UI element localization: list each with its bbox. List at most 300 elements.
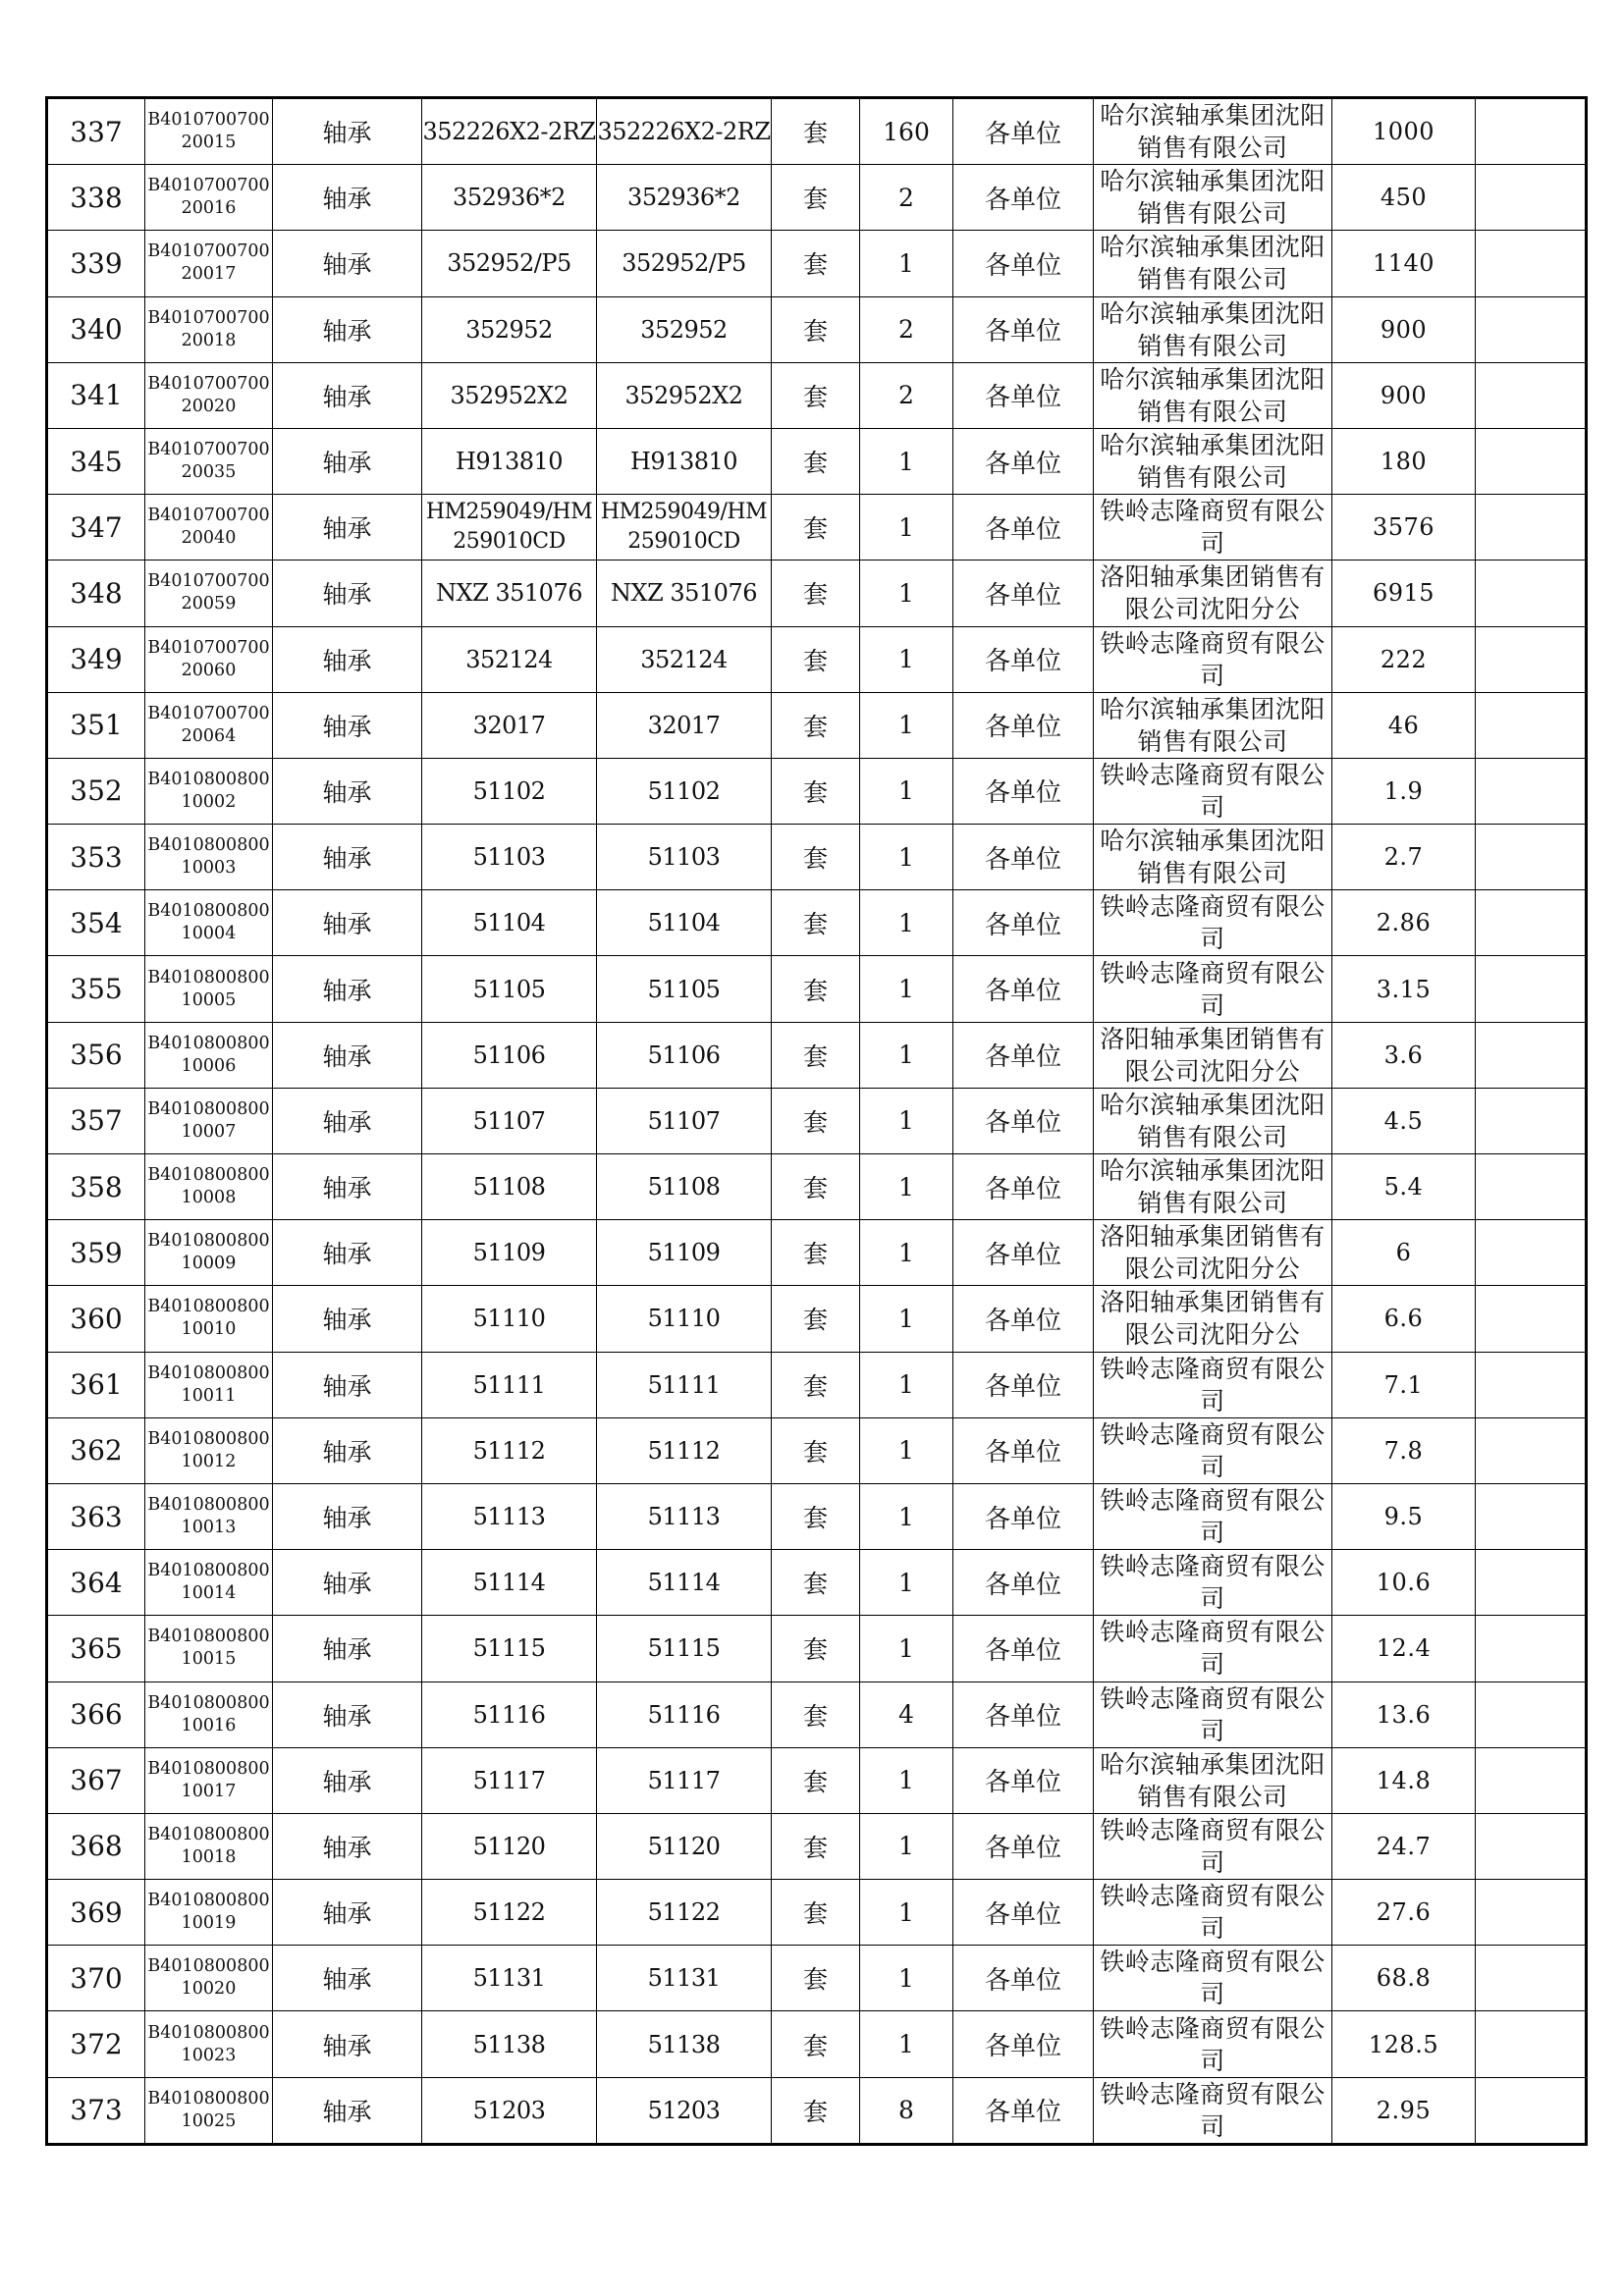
unit-cell: 套 xyxy=(772,1154,860,1220)
material-code-cell: B401080080010015 xyxy=(145,1616,273,1682)
quantity-cell: 1 xyxy=(860,1022,953,1088)
remark-cell xyxy=(1476,1616,1587,1682)
supplier-cell: 铁岭志隆商贸有限公司 xyxy=(1094,890,1332,956)
unit-cell: 套 xyxy=(772,626,860,692)
model-cell: HM259049/HM259010CD xyxy=(597,495,772,561)
quantity-cell: 1 xyxy=(860,1088,953,1153)
table-row xyxy=(47,1022,1587,1088)
unit-cell: 套 xyxy=(772,1682,860,1747)
table-body xyxy=(47,98,1587,2145)
material-name-cell: 轴承 xyxy=(273,495,422,561)
quantity-cell: 8 xyxy=(860,2077,953,2144)
department-cell: 各单位 xyxy=(953,1880,1094,1946)
model-cell: 51102 xyxy=(597,758,772,824)
table-row xyxy=(47,1417,1587,1483)
supplier-cell: 哈尔滨轴承集团沈阳销售有限公司 xyxy=(1094,1088,1332,1153)
remark-cell xyxy=(1476,495,1587,561)
quantity-cell: 1 xyxy=(860,1352,953,1417)
spec-cell: H913810 xyxy=(422,428,597,494)
spec-cell: 352952/P5 xyxy=(422,231,597,296)
remark-cell xyxy=(1476,1880,1587,1946)
model-cell: 51105 xyxy=(597,956,772,1022)
quantity-cell: 2 xyxy=(860,296,953,362)
unit-cell: 套 xyxy=(772,1022,860,1088)
price-cell: 450 xyxy=(1332,165,1476,231)
spec-cell: 51102 xyxy=(422,758,597,824)
unit-cell: 套 xyxy=(772,2011,860,2077)
material-name-cell: 轴承 xyxy=(273,1880,422,1946)
spec-cell: 51122 xyxy=(422,1880,597,1946)
quantity-cell: 1 xyxy=(860,1813,953,1879)
model-cell: 51114 xyxy=(597,1550,772,1616)
row-number-cell: 359 xyxy=(47,1220,145,1286)
department-cell: 各单位 xyxy=(953,1747,1094,1813)
department-cell: 各单位 xyxy=(953,2077,1094,2144)
spec-cell: 51111 xyxy=(422,1352,597,1417)
department-cell: 各单位 xyxy=(953,1616,1094,1682)
material-name-cell: 轴承 xyxy=(273,2011,422,2077)
remark-cell xyxy=(1476,428,1587,494)
table-row xyxy=(47,626,1587,692)
material-name-cell: 轴承 xyxy=(273,956,422,1022)
table-row xyxy=(47,428,1587,494)
supplier-cell: 哈尔滨轴承集团沈阳销售有限公司 xyxy=(1094,428,1332,494)
department-cell: 各单位 xyxy=(953,362,1094,428)
unit-cell: 套 xyxy=(772,495,860,561)
row-number-cell: 339 xyxy=(47,231,145,296)
department-cell: 各单位 xyxy=(953,2011,1094,2077)
supplier-cell: 哈尔滨轴承集团沈阳销售有限公司 xyxy=(1094,362,1332,428)
department-cell: 各单位 xyxy=(953,231,1094,296)
model-cell: 51115 xyxy=(597,1616,772,1682)
unit-cell: 套 xyxy=(772,825,860,890)
remark-cell xyxy=(1476,165,1587,231)
supplier-cell: 哈尔滨轴承集团沈阳销售有限公司 xyxy=(1094,692,1332,758)
supplier-cell: 哈尔滨轴承集团沈阳销售有限公司 xyxy=(1094,296,1332,362)
spec-cell: 51106 xyxy=(422,1022,597,1088)
row-number-cell: 361 xyxy=(47,1352,145,1417)
material-code-cell: B401080080010014 xyxy=(145,1550,273,1616)
department-cell: 各单位 xyxy=(953,1946,1094,2011)
remark-cell xyxy=(1476,890,1587,956)
quantity-cell: 1 xyxy=(860,758,953,824)
unit-cell: 套 xyxy=(772,428,860,494)
price-cell: 6.6 xyxy=(1332,1286,1476,1352)
quantity-cell: 1 xyxy=(860,1616,953,1682)
material-code-cell: B401080080010023 xyxy=(145,2011,273,2077)
supplier-cell: 哈尔滨轴承集团沈阳销售有限公司 xyxy=(1094,165,1332,231)
quantity-cell: 2 xyxy=(860,362,953,428)
supplier-cell: 铁岭志隆商贸有限公司 xyxy=(1094,626,1332,692)
unit-cell: 套 xyxy=(772,1483,860,1549)
row-number-cell: 363 xyxy=(47,1483,145,1549)
row-number-cell: 373 xyxy=(47,2077,145,2144)
supplier-cell: 铁岭志隆商贸有限公司 xyxy=(1094,1417,1332,1483)
remark-cell xyxy=(1476,2011,1587,2077)
quantity-cell: 1 xyxy=(860,1154,953,1220)
material-name-cell: 轴承 xyxy=(273,561,422,626)
quantity-cell: 1 xyxy=(860,1286,953,1352)
table-row xyxy=(47,956,1587,1022)
table-row xyxy=(47,2077,1587,2144)
model-cell: 51113 xyxy=(597,1483,772,1549)
material-code-cell: B401070070020035 xyxy=(145,428,273,494)
table-row xyxy=(47,1154,1587,1220)
row-number-cell: 337 xyxy=(47,98,145,165)
table-row xyxy=(47,1682,1587,1747)
remark-cell xyxy=(1476,1352,1587,1417)
model-cell: 352936*2 xyxy=(597,165,772,231)
supplier-cell: 洛阳轴承集团销售有限公司沈阳分公 xyxy=(1094,1022,1332,1088)
model-cell: 51104 xyxy=(597,890,772,956)
supplier-cell: 铁岭志隆商贸有限公司 xyxy=(1094,1813,1332,1879)
spec-cell: 352952X2 xyxy=(422,362,597,428)
supplier-cell: 铁岭志隆商贸有限公司 xyxy=(1094,1483,1332,1549)
supplier-cell: 铁岭志隆商贸有限公司 xyxy=(1094,758,1332,824)
unit-cell: 套 xyxy=(772,296,860,362)
supplier-cell: 洛阳轴承集团销售有限公司沈阳分公 xyxy=(1094,561,1332,626)
department-cell: 各单位 xyxy=(953,1088,1094,1153)
price-cell: 27.6 xyxy=(1332,1880,1476,1946)
model-cell: 51107 xyxy=(597,1088,772,1153)
department-cell: 各单位 xyxy=(953,758,1094,824)
material-name-cell: 轴承 xyxy=(273,1813,422,1879)
table-row xyxy=(47,1352,1587,1417)
spec-cell: 51104 xyxy=(422,890,597,956)
row-number-cell: 353 xyxy=(47,825,145,890)
row-number-cell: 369 xyxy=(47,1880,145,1946)
department-cell: 各单位 xyxy=(953,1813,1094,1879)
material-name-cell: 轴承 xyxy=(273,1747,422,1813)
unit-cell: 套 xyxy=(772,1880,860,1946)
department-cell: 各单位 xyxy=(953,1154,1094,1220)
department-cell: 各单位 xyxy=(953,1022,1094,1088)
material-name-cell: 轴承 xyxy=(273,231,422,296)
supplier-cell: 铁岭志隆商贸有限公司 xyxy=(1094,1550,1332,1616)
material-code-cell: B401080080010003 xyxy=(145,825,273,890)
remark-cell xyxy=(1476,692,1587,758)
material-name-cell: 轴承 xyxy=(273,1220,422,1286)
price-cell: 12.4 xyxy=(1332,1616,1476,1682)
department-cell: 各单位 xyxy=(953,1417,1094,1483)
price-cell: 180 xyxy=(1332,428,1476,494)
spec-cell: 51114 xyxy=(422,1550,597,1616)
row-number-cell: 338 xyxy=(47,165,145,231)
spec-cell: 51110 xyxy=(422,1286,597,1352)
material-code-cell: B401080080010019 xyxy=(145,1880,273,1946)
spec-cell: 51115 xyxy=(422,1616,597,1682)
model-cell: 51106 xyxy=(597,1022,772,1088)
supplier-cell: 铁岭志隆商贸有限公司 xyxy=(1094,1880,1332,1946)
material-name-cell: 轴承 xyxy=(273,1682,422,1747)
row-number-cell: 354 xyxy=(47,890,145,956)
material-code-cell: B401070070020015 xyxy=(145,98,273,165)
department-cell: 各单位 xyxy=(953,1682,1094,1747)
model-cell: 352952 xyxy=(597,296,772,362)
material-code-cell: B401070070020064 xyxy=(145,692,273,758)
model-cell: 51112 xyxy=(597,1417,772,1483)
supplier-cell: 哈尔滨轴承集团沈阳销售有限公司 xyxy=(1094,825,1332,890)
remark-cell xyxy=(1476,1946,1587,2011)
row-number-cell: 348 xyxy=(47,561,145,626)
quantity-cell: 1 xyxy=(860,626,953,692)
table-row xyxy=(47,1880,1587,1946)
quantity-cell: 160 xyxy=(860,98,953,165)
department-cell: 各单位 xyxy=(953,1352,1094,1417)
row-number-cell: 358 xyxy=(47,1154,145,1220)
supplier-cell: 哈尔滨轴承集团沈阳销售有限公司 xyxy=(1094,231,1332,296)
price-cell: 68.8 xyxy=(1332,1946,1476,2011)
material-code-cell: B401080080010004 xyxy=(145,890,273,956)
row-number-cell: 340 xyxy=(47,296,145,362)
price-cell: 5.4 xyxy=(1332,1154,1476,1220)
supplier-cell: 铁岭志隆商贸有限公司 xyxy=(1094,1946,1332,2011)
model-cell: 51131 xyxy=(597,1946,772,2011)
unit-cell: 套 xyxy=(772,98,860,165)
spec-cell: 352936*2 xyxy=(422,165,597,231)
department-cell: 各单位 xyxy=(953,1286,1094,1352)
table-row xyxy=(47,1616,1587,1682)
price-cell: 1000 xyxy=(1332,98,1476,165)
price-cell: 9.5 xyxy=(1332,1483,1476,1549)
material-code-cell: B401070070020060 xyxy=(145,626,273,692)
model-cell: 352124 xyxy=(597,626,772,692)
material-name-cell: 轴承 xyxy=(273,362,422,428)
model-cell: NXZ 351076 xyxy=(597,561,772,626)
remark-cell xyxy=(1476,296,1587,362)
material-code-cell: B401080080010007 xyxy=(145,1088,273,1153)
spec-cell: 51116 xyxy=(422,1682,597,1747)
spec-cell: 352226X2-2RZ xyxy=(422,98,597,165)
department-cell: 各单位 xyxy=(953,98,1094,165)
row-number-cell: 345 xyxy=(47,428,145,494)
remark-cell xyxy=(1476,1813,1587,1879)
model-cell: H913810 xyxy=(597,428,772,494)
price-cell: 1.9 xyxy=(1332,758,1476,824)
spec-cell: 51203 xyxy=(422,2077,597,2144)
row-number-cell: 349 xyxy=(47,626,145,692)
material-name-cell: 轴承 xyxy=(273,890,422,956)
department-cell: 各单位 xyxy=(953,1550,1094,1616)
table-row xyxy=(47,890,1587,956)
remark-cell xyxy=(1476,98,1587,165)
unit-cell: 套 xyxy=(772,2077,860,2144)
price-cell: 2.95 xyxy=(1332,2077,1476,2144)
remark-cell xyxy=(1476,561,1587,626)
table-row xyxy=(47,296,1587,362)
material-name-cell: 轴承 xyxy=(273,1022,422,1088)
model-cell: 51110 xyxy=(597,1286,772,1352)
quantity-cell: 1 xyxy=(860,2011,953,2077)
price-cell: 6 xyxy=(1332,1220,1476,1286)
unit-cell: 套 xyxy=(772,1088,860,1153)
material-code-cell: B401080080010006 xyxy=(145,1022,273,1088)
table-row xyxy=(47,1747,1587,1813)
price-cell: 3576 xyxy=(1332,495,1476,561)
supplier-cell: 铁岭志隆商贸有限公司 xyxy=(1094,1352,1332,1417)
row-number-cell: 366 xyxy=(47,1682,145,1747)
spec-cell: 51131 xyxy=(422,1946,597,2011)
material-name-cell: 轴承 xyxy=(273,1417,422,1483)
price-cell: 24.7 xyxy=(1332,1813,1476,1879)
table-row xyxy=(47,165,1587,231)
unit-cell: 套 xyxy=(772,758,860,824)
remark-cell xyxy=(1476,1022,1587,1088)
row-number-cell: 356 xyxy=(47,1022,145,1088)
row-number-cell: 362 xyxy=(47,1417,145,1483)
remark-cell xyxy=(1476,1550,1587,1616)
row-number-cell: 352 xyxy=(47,758,145,824)
table-row xyxy=(47,1088,1587,1153)
material-code-cell: B401080080010010 xyxy=(145,1286,273,1352)
remark-cell xyxy=(1476,1286,1587,1352)
model-cell: 32017 xyxy=(597,692,772,758)
material-name-cell: 轴承 xyxy=(273,1550,422,1616)
price-cell: 14.8 xyxy=(1332,1747,1476,1813)
supplier-cell: 哈尔滨轴承集团沈阳销售有限公司 xyxy=(1094,98,1332,165)
unit-cell: 套 xyxy=(772,561,860,626)
spec-cell: 51120 xyxy=(422,1813,597,1879)
supplier-cell: 哈尔滨轴承集团沈阳销售有限公司 xyxy=(1094,1154,1332,1220)
material-name-cell: 轴承 xyxy=(273,1352,422,1417)
model-cell: 352952X2 xyxy=(597,362,772,428)
material-code-cell: B401070070020040 xyxy=(145,495,273,561)
unit-cell: 套 xyxy=(772,956,860,1022)
material-name-cell: 轴承 xyxy=(273,165,422,231)
department-cell: 各单位 xyxy=(953,428,1094,494)
material-code-cell: B401070070020059 xyxy=(145,561,273,626)
unit-cell: 套 xyxy=(772,165,860,231)
material-code-cell: B401080080010025 xyxy=(145,2077,273,2144)
quantity-cell: 1 xyxy=(860,561,953,626)
spec-cell: 51103 xyxy=(422,825,597,890)
material-name-cell: 轴承 xyxy=(273,428,422,494)
unit-cell: 套 xyxy=(772,1747,860,1813)
price-cell: 7.1 xyxy=(1332,1352,1476,1417)
quantity-cell: 1 xyxy=(860,1483,953,1549)
remark-cell xyxy=(1476,362,1587,428)
price-cell: 6915 xyxy=(1332,561,1476,626)
material-code-cell: B401070070020017 xyxy=(145,231,273,296)
material-code-cell: B401080080010017 xyxy=(145,1747,273,1813)
table-row xyxy=(47,1483,1587,1549)
model-cell: 51103 xyxy=(597,825,772,890)
model-cell: 51116 xyxy=(597,1682,772,1747)
quantity-cell: 1 xyxy=(860,495,953,561)
material-code-cell: B401070070020016 xyxy=(145,165,273,231)
material-code-cell: B401080080010009 xyxy=(145,1220,273,1286)
spec-cell: HM259049/HM259010CD xyxy=(422,495,597,561)
row-number-cell: 372 xyxy=(47,2011,145,2077)
quantity-cell: 1 xyxy=(860,1550,953,1616)
table-row xyxy=(47,1813,1587,1879)
model-cell: 51111 xyxy=(597,1352,772,1417)
quantity-cell: 1 xyxy=(860,1417,953,1483)
remark-cell xyxy=(1476,1220,1587,1286)
unit-cell: 套 xyxy=(772,1550,860,1616)
remark-cell xyxy=(1476,1483,1587,1549)
quantity-cell: 1 xyxy=(860,1220,953,1286)
quantity-cell: 1 xyxy=(860,1747,953,1813)
department-cell: 各单位 xyxy=(953,626,1094,692)
price-cell: 1140 xyxy=(1332,231,1476,296)
model-cell: 352226X2-2RZ xyxy=(597,98,772,165)
model-cell: 51117 xyxy=(597,1747,772,1813)
unit-cell: 套 xyxy=(772,1220,860,1286)
remark-cell xyxy=(1476,1682,1587,1747)
supplier-cell: 洛阳轴承集团销售有限公司沈阳分公 xyxy=(1094,1220,1332,1286)
supplier-cell: 哈尔滨轴承集团沈阳销售有限公司 xyxy=(1094,1747,1332,1813)
bearing-price-table xyxy=(45,96,1588,2146)
quantity-cell: 1 xyxy=(860,428,953,494)
remark-cell xyxy=(1476,1417,1587,1483)
model-cell: 51120 xyxy=(597,1813,772,1879)
price-cell: 4.5 xyxy=(1332,1088,1476,1153)
table-row xyxy=(47,495,1587,561)
material-name-cell: 轴承 xyxy=(273,825,422,890)
material-code-cell: B401080080010008 xyxy=(145,1154,273,1220)
unit-cell: 套 xyxy=(772,1616,860,1682)
spec-cell: 51108 xyxy=(422,1154,597,1220)
spec-cell: 51112 xyxy=(422,1417,597,1483)
spec-cell: NXZ 351076 xyxy=(422,561,597,626)
price-cell: 222 xyxy=(1332,626,1476,692)
material-code-cell: B401080080010018 xyxy=(145,1813,273,1879)
material-code-cell: B401080080010011 xyxy=(145,1352,273,1417)
spec-cell: 51113 xyxy=(422,1483,597,1549)
model-cell: 51122 xyxy=(597,1880,772,1946)
department-cell: 各单位 xyxy=(953,1220,1094,1286)
unit-cell: 套 xyxy=(772,231,860,296)
row-number-cell: 367 xyxy=(47,1747,145,1813)
row-number-cell: 360 xyxy=(47,1286,145,1352)
price-cell: 900 xyxy=(1332,362,1476,428)
remark-cell xyxy=(1476,956,1587,1022)
spec-cell: 51107 xyxy=(422,1088,597,1153)
price-cell: 7.8 xyxy=(1332,1417,1476,1483)
quantity-cell: 1 xyxy=(860,1880,953,1946)
table-row xyxy=(47,362,1587,428)
material-code-cell: B401080080010013 xyxy=(145,1483,273,1549)
row-number-cell: 365 xyxy=(47,1616,145,1682)
price-cell: 2.7 xyxy=(1332,825,1476,890)
quantity-cell: 1 xyxy=(860,825,953,890)
material-name-cell: 轴承 xyxy=(273,758,422,824)
price-cell: 2.86 xyxy=(1332,890,1476,956)
row-number-cell: 357 xyxy=(47,1088,145,1153)
table-row xyxy=(47,98,1587,165)
table-row xyxy=(47,1550,1587,1616)
department-cell: 各单位 xyxy=(953,561,1094,626)
material-name-cell: 轴承 xyxy=(273,692,422,758)
spec-cell: 51117 xyxy=(422,1747,597,1813)
department-cell: 各单位 xyxy=(953,495,1094,561)
unit-cell: 套 xyxy=(772,1417,860,1483)
row-number-cell: 364 xyxy=(47,1550,145,1616)
price-cell: 13.6 xyxy=(1332,1682,1476,1747)
price-cell: 900 xyxy=(1332,296,1476,362)
row-number-cell: 351 xyxy=(47,692,145,758)
supplier-cell: 铁岭志隆商贸有限公司 xyxy=(1094,2011,1332,2077)
supplier-cell: 洛阳轴承集团销售有限公司沈阳分公 xyxy=(1094,1286,1332,1352)
remark-cell xyxy=(1476,626,1587,692)
material-name-cell: 轴承 xyxy=(273,2077,422,2144)
model-cell: 51109 xyxy=(597,1220,772,1286)
price-cell: 10.6 xyxy=(1332,1550,1476,1616)
table-row xyxy=(47,1286,1587,1352)
row-number-cell: 347 xyxy=(47,495,145,561)
table-row xyxy=(47,758,1587,824)
